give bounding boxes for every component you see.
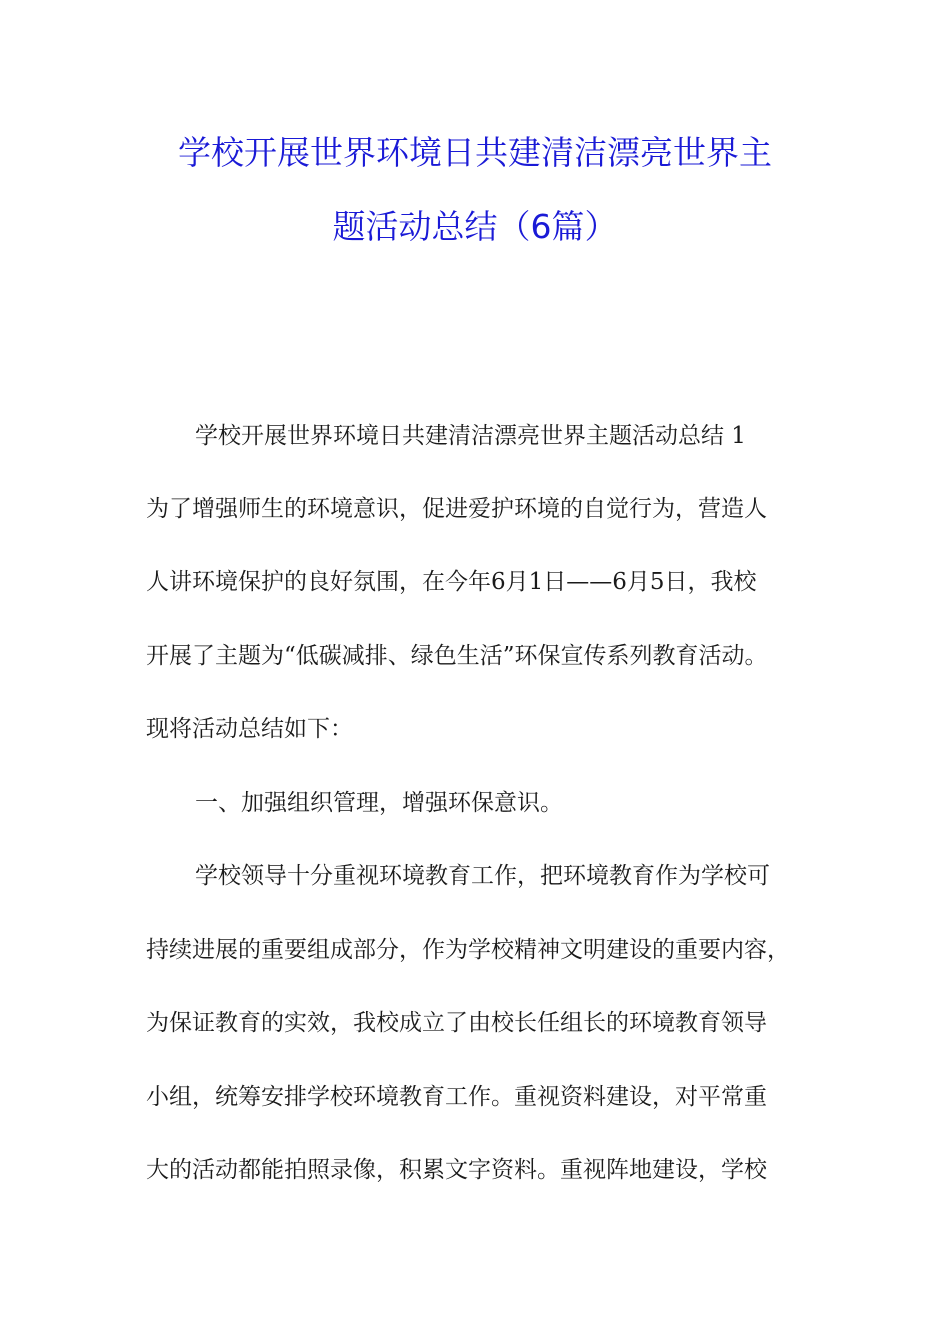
document-title-line-1: 学校开展世界环境日共建清洁漂亮世界主	[178, 133, 772, 172]
paragraph-line: 人讲环境保护的良好氛围，在今年6月1日——6月5日，我校	[146, 569, 757, 595]
paragraph-line: 大的活动都能拍照录像，积累文字资料。重视阵地建设，学校	[146, 1157, 767, 1183]
paragraph-line: 持续进展的重要组成部分，作为学校精神文明建设的重要内容，	[146, 937, 790, 963]
document-title-line-2: 题活动总结（6篇）	[332, 207, 618, 246]
paragraph-line: 为了增强师生的环境意识，促进爱护环境的自觉行为，营造人	[146, 496, 767, 522]
paragraph-line: 小组，统筹安排学校环境教育工作。重视资料建设，对平常重	[146, 1084, 767, 1110]
paragraph-line: 开展了主题为“低碳减排、绿色生活”环保宣传系列教育活动。	[146, 643, 768, 669]
subsection-heading: 一、加强组织管理，增强环保意识。	[195, 790, 563, 816]
section-heading-1: 学校开展世界环境日共建清洁漂亮世界主题活动总结 1	[195, 423, 746, 449]
paragraph-line: 学校领导十分重视环境教育工作，把环境教育作为学校可	[195, 863, 770, 889]
paragraph-line: 为保证教育的实效，我校成立了由校长任组长的环境教育领导	[146, 1010, 767, 1036]
paragraph-line: 现将活动总结如下：	[146, 716, 353, 742]
